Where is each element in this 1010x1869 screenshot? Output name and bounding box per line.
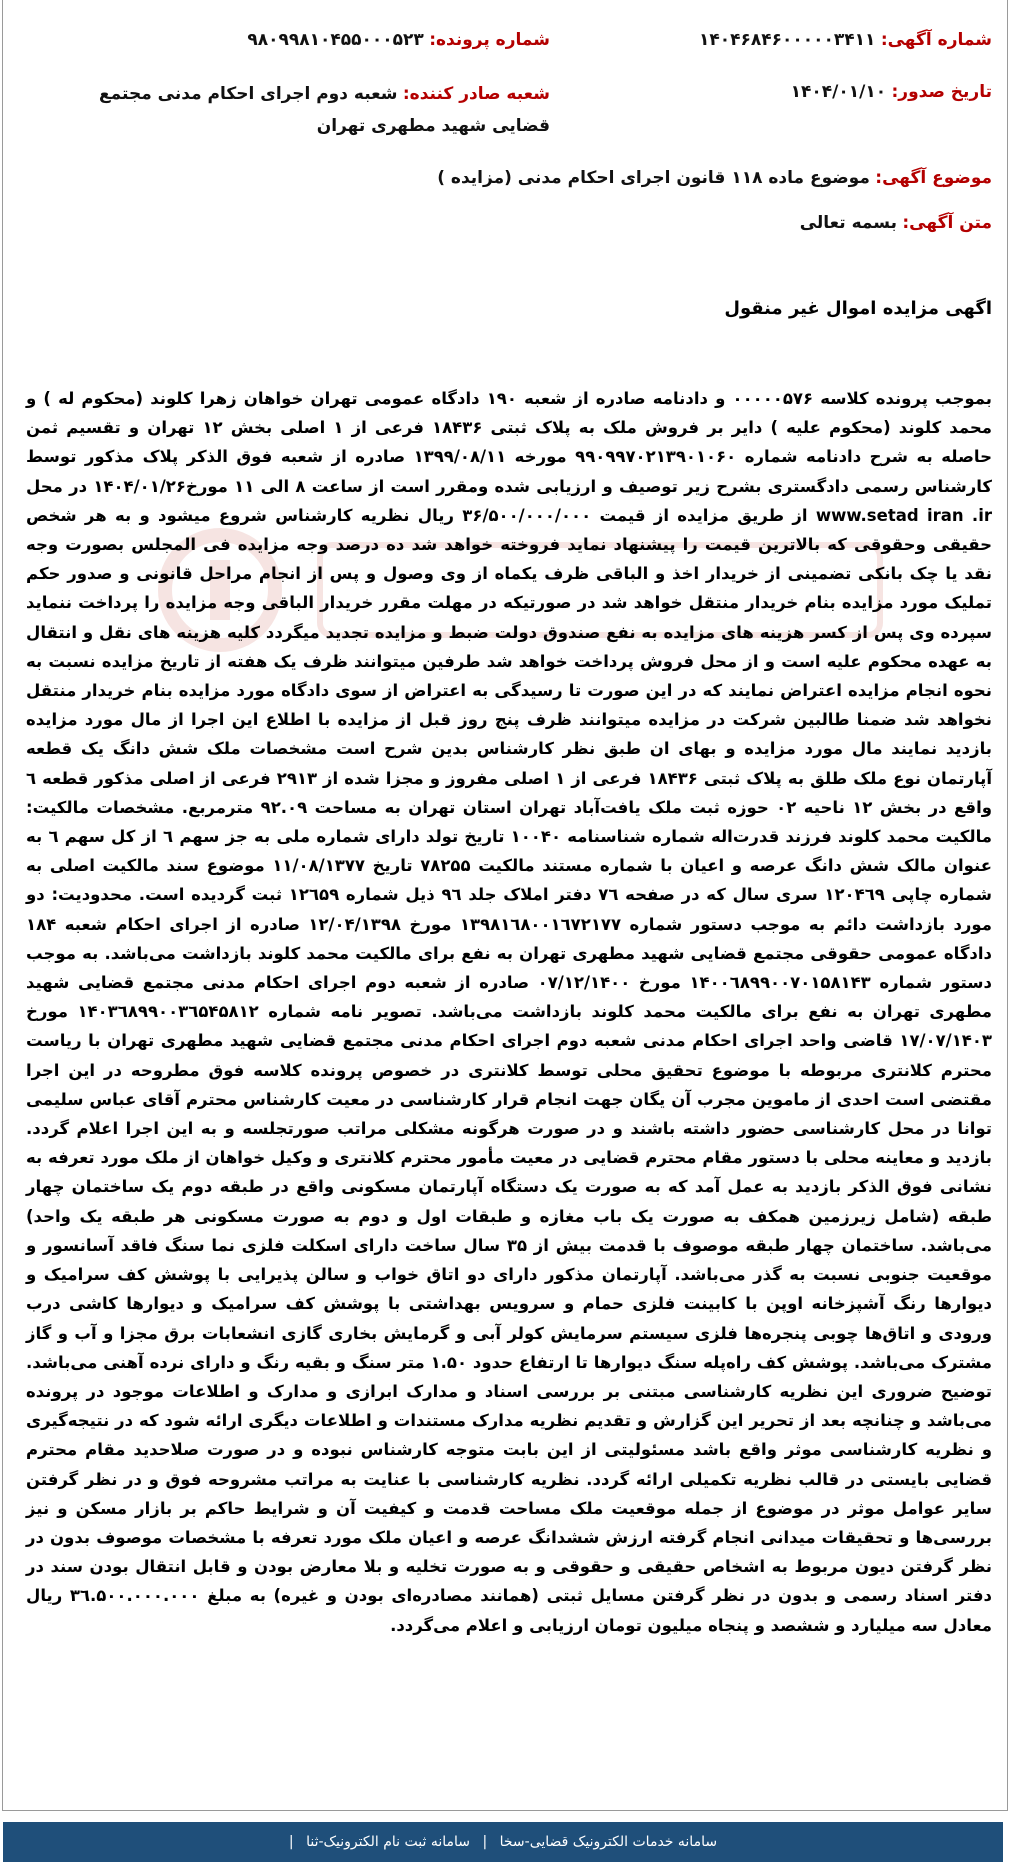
footer-link-sana[interactable]: سامانه ثبت نام الکترونیک-ثنا xyxy=(306,1834,470,1850)
notice-text-label: متن آگهی: xyxy=(902,213,992,233)
notice-number-row xyxy=(699,28,992,52)
issuing-branch-value: شعبه دوم اجرای احکام مدنی مجتمع قضایی شهید مطهری تهران xyxy=(99,84,550,136)
issue-date-row xyxy=(791,80,992,104)
footer-separator-end: | xyxy=(288,1834,294,1850)
notice-text-opening: بسمه تعالی xyxy=(799,213,897,233)
case-number-value: ۹۸۰۹۹۸۱۰۴۵۵۰۰۰۵۲۳ xyxy=(247,30,424,50)
notice-body-text: بموجب پرونده کلاسه ۰۰۰۰۰۵۷۶ و دادنامه صادره از شعبه ۱۹۰ دادگاه عمومی تهران خواهان زهرا کلوند (محکوم له ) و محمد کلوند (محکوم علیه ) دایر بر فروش ملک به پلاک ثبتی ۱۸۴۳۶ فرعی از ۱ اصلی بخش ۱۲ تهران و تقسیم ثمن حاصله به شرح دادنامه شماره ۹۹۰۹۹۷۰۲۱۳۹۰۱۰۶۰ مورخه ۱۳۹۹/۰۸/۱۱ صادره از شعبه فوق الذکر پلاک مذکور توسط کارشناس رسمی دادگستری بشرح زیر توصیف و ارزیابی شده ومقرر است از ساعت ۸ الی ۱۱ مورخ۱۴۰۴/۰۱/۲۶ در محل www.setad iran .ir از طریق مزایده از قیمت ۳۶/۵۰۰/۰۰۰/۰۰۰ ریال نظریه کارشناس شروع میشود و به هر شخص حقیقی وحقوقی که بالاترین قیمت را پیشنهاد نماید فروخته خواهد شد ده درصد وجه مزایده فی المجلس بصورت وجه نقد یا چک بانکی تضمینی از خریدار اخذ و الباقی ظرف یکماه از وی وصول و پس از انجام مراحل قانونی و صدور حکم تملیک مورد مزایده بنام خریدار منتقل خواهد شد در صورتیکه در مهلت مقرر خریدار الباقی وجه مزایده را پرداخت ننماید سپرده وی پس از کسر هزینه های مزایده به نفع صندوق دولت ضبط و مزایده تجدید میگردد کلیه هزینه های نقل و انتقال به عهده محکوم علیه است و از محل فروش پرداخت خواهد شد طرفین میتوانند ظرف یک هفته از تاریخ مزایده نسبت به نحوه انجام مزایده اعتراض نمایند که در این صورت تا رسیدگی به اعتراض از سوی دادگاه مورد مزایده بنام خریدار منتقل نخواهد شد ضمنا طالبین شرکت در مزایده میتوانند ظرف پنج روز قبل از مزایده با اطلاع این اجرا از مال مورد مزایده بازدید نمایند مال مورد مزایده و بهای ان طبق نظر کارشناس بدین شرح است مشخصات ملک شش دانگ یک قطعه آپارتمان نوع ملک طلق به پلاک ثبتی ۱۸۴۳۶ فرعی از ۱ اصلی مفروز و مجزا شده از ۲۹۱۳ فرعی از اصلی مذکور قطعه ٦ واقع در بخش ۱۲ ناحیه ۰۲ حوزه ثبت ملک یافت‌آباد تهران استان تهران به مساحت ۹۲.۰۹ مترمربع. مشخصات مالکیت: مالکیت محمد کلوند فرزند قدرت‌اله شماره شناسنامه ۱۰۰۴۰ تاریخ تولد دارای شماره ملی به جز سهم ٦ از کل سهم ٦ به عنوان مالک شش دانگ عرصه و اعیان با شماره مستند مالکیت ۷۸۲۵۵ تاریخ ۱۱/۰۸/۱۳۷۷ موضوع سند مالکیت اصلی به شماره چاپی ۱۲۰۴٦۹ سری سال که در صفحه ۷٦ دفتر املاک جلد ۹٦ ذیل شماره ۱۲٦۵۹ ثبت گردیده است. محدودیت: دو مورد بازداشت دائم به موجب دستور شماره ۱۳۹۸۱٦۸۰۰۱٦۷۲۱۷۷ مورخ ۱۲/۰۴/۱۳۹۸ صادره از اجرای احکام شعبه ۱۸۴ دادگاه عمومی حقوقی مجتمع قضایی شهید مطهری تهران به نفع برای مالکیت محمد کلوند بازداشت می‌باشد. به موجب دستور شماره ۱۴۰۰٦۸۹۹۰۰۷۰۱۵۸۱۴۳ مورخ ۰۷/۱۲/۱۴۰۰ صادره از شعبه دوم اجرای احکام مدنی مجتمع قضایی شهید مطهری تهران به نفع برای مالکیت محمد کلوند بازداشت می‌باشد. تصویر نامه شماره ۱۴۰۳٦۸۹۹۰۰۳٦۵۴۵۸۱۲ مورخ ۱۷/۰۷/۱۴۰۳ قاضی واحد اجرای احکام مدنی شعبه دوم اجرای احکام مدنی مجتمع قضایی شهید مطهری تهران با ریاست محترم کلانتری مربوطه با موضوع تحقیق محلی توسط کلانتری در خصوص پرونده کلاسه فوق مطروحه در این اجرا مقتضی است احدی از ماموین مجرب آن یگان جهت انجام قرار کارشناسی در معیت کارشناس محترم آقای عباس سلیمی توانا در محل کارشناسی حضور داشته باشند و در صورت هرگونه مشکلی مراتب صورتجلسه و به این اجرا اعلام گردد. بازدید و معاینه محلی با دستور مقام محترم قضایی در معیت مأمور محترم کلانتری و وکیل خواهان از ملک مورد تعرفه به نشانی فوق الذکر بازدید به عمل آمد که به صورت یک دستگاه آپارتمان مسکونی واقع در طبقه دوم یک ساختمان چهار طبقه (شامل زیرزمین همکف به صورت یک باب مغازه و طبقات اول و دوم به صورت مسکونی هر طبقه یک واحد) می‌باشد. ساختمان چهار طبقه موصوف با قدمت بیش از ۳۵ سال ساخت دارای اسکلت فلزی نما سنگ فاقد آسانسور و موقعیت جنوبی نسبت به گذر می‌باشد. آپارتمان مذکور دارای دو اتاق خواب و سالن پذیرایی با پوشش کف سرامیک و دیوارها رنگ آشپزخانه اوپن با کابینت فلزی حمام و سرویس بهداشتی با پوشش کف سرامیک و دیوارها کاشی درب ورودی و اتاق‌ها چوبی پنجره‌ها فلزی سیستم سرمایش کولر آبی و گرمایش بخاری گازی انشعابات برق مجزا و آب و گاز مشترک می‌باشد. پوشش کف راه‌پله سنگ دیوارها تا ارتفاع حدود ۱.۵۰ متر سنگ و بقیه رنگ و دارای نرده آهنی می‌باشد. توضیح ضروری این نظریه کارشناسی مبتنی بر بررسی اسناد و مدارک ابرازی و مدارک و اطلاعات موجود در پرونده می‌باشد و چنانچه بعد از تحریر این گزارش و تقدیم نظریه مدارک مستندات و اطلاعات دیگری ارائه شود که در نتیجه‌گیری و نظریه کارشناسی موثر واقع باشد مسئولیتی از این بابت متوجه کارشناس نبوده و در صورت صلاحدید مقام محترم قضایی بایستی در قالب نظریه تکمیلی ارائه گردد. نظریه کارشناسی با عنایت به مراتب مشروحه فوق و در نظر گرفتن سایر عوامل موثر در موضوع از جمله موقعیت ملک مساحت قدمت و کیفیت آن و شرایط حاکم بر بازار مسکن و نیز بررسی‌ها و تحقیقات میدانی انجام گرفته ارزش ششدانگ عرصه و اعیان ملک مورد تعرفه با مشخصات موصوف بدون در نظر گرفتن دیون مربوط به اشخاص حقیقی و حقوقی و به صورت تخلیه و بلا معارض بودن و قابل انتقال بودن سند در دفتر اسناد رسمی و بدون در نظر گرفتن مسایل ثبتی (همانند مصادره‌ای بودن و غیره) به مبلغ ۳٦.۵۰۰.۰۰۰.۰۰۰ ریال معادل سه میلیارد و ششصد و پنجاه میلیون تومان ارزیابی و اعلام می‌گردد. xyxy=(26,389,993,1635)
issuing-branch-row xyxy=(50,78,550,142)
notice-number-label: شماره آگهی: xyxy=(880,30,992,50)
auction-title: اگهی مزایده اموال غیر منقول xyxy=(724,298,992,319)
case-number-label: شماره پرونده: xyxy=(429,30,550,50)
issue-date-label: تاریخ صدور: xyxy=(891,82,992,102)
notice-text-row xyxy=(800,211,992,235)
case-number-row xyxy=(247,28,550,52)
footer-link-sakha[interactable]: سامانه خدمات الکترونیک قضایی-سخا xyxy=(499,1834,718,1850)
subject-value: موضوع ماده ۱۱۸ قانون اجرای احکام مدنی (مزایده ) xyxy=(437,168,870,188)
issuing-branch-label: شعبه صادر کننده: xyxy=(402,84,550,104)
footer-bar xyxy=(3,1822,1003,1862)
subject-label: موضوع آگهی: xyxy=(875,168,992,188)
footer-separator: | xyxy=(482,1834,488,1850)
notice-number-value: ۱۴۰۴۶۸۴۶۰۰۰۰۰۳۴۱۱ xyxy=(699,30,876,50)
subject-row xyxy=(437,166,992,190)
issue-date-value: ۱۴۰۴/۰۱/۱۰ xyxy=(790,82,887,102)
